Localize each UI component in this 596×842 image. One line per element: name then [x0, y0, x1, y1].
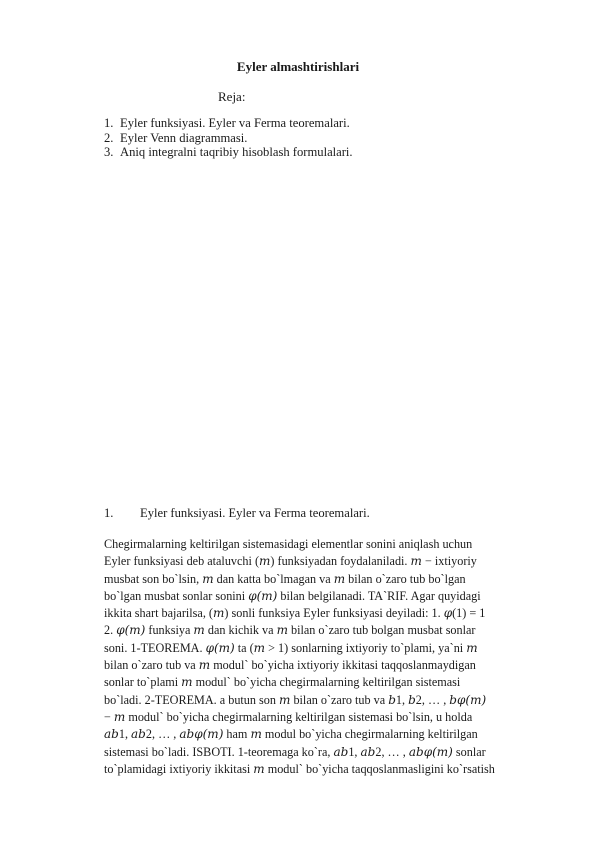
- math-symbol: φ: [443, 606, 453, 621]
- text-run: ham: [223, 727, 251, 742]
- text-run: bilan o`zaro tub bo`lgan: [345, 571, 466, 586]
- text-run: bo`lgan musbat sonlar sonini: [104, 588, 249, 603]
- math-symbol: abφ(m): [179, 727, 224, 742]
- text-run: ) funksiyadan foydalaniladi.: [270, 554, 411, 569]
- text-run: modul` bo`yicha ixtiyoriy ikkitasi taqqoslanmaydigan: [210, 658, 476, 673]
- text-run: −: [104, 709, 114, 724]
- math-symbol: bφ(m): [449, 692, 487, 707]
- paragraph-line: [104, 622, 496, 639]
- math-symbol: m: [250, 727, 262, 742]
- math-symbol: m: [333, 571, 346, 586]
- text-run: sistemasi bo`ladi. ISBOTI. 1-teoremaga ko`ra,: [104, 744, 334, 759]
- section-number: 1.: [104, 506, 114, 520]
- plan-item-text: Eyler funksiyasi. Eyler va Ferma teoremalari.: [120, 116, 350, 130]
- text-run: 2.: [104, 623, 117, 638]
- paragraph-line: [104, 588, 496, 605]
- text-run: bilan o`zaro tub bolgan musbat sonlar: [287, 623, 476, 638]
- text-run: ) sonli funksiya Eyler funksiyasi deyiladi: 1.: [224, 606, 444, 621]
- math-symbol: m: [253, 640, 266, 655]
- text-run: modul` bo`yicha chegirmalarning keltirilgan sistemasi: [192, 675, 461, 690]
- text-run: 1,: [395, 692, 409, 707]
- text-run: modul bo`yicha chegirmalarning keltirilgan: [261, 727, 478, 742]
- text-run: ta (: [234, 640, 254, 655]
- math-symbol: m: [466, 640, 478, 655]
- text-run: 2, … ,: [415, 692, 450, 707]
- text-run: 2, … ,: [375, 744, 409, 759]
- plan-item: [104, 116, 353, 131]
- plan-item-number: 1.: [104, 116, 114, 130]
- math-symbol: m: [410, 554, 422, 569]
- text-run: bilan o`zaro tub va: [104, 658, 199, 673]
- text-run: > 1) sonlarning ixtiyoriy to`plami, ya`ni: [265, 640, 467, 655]
- text-run: Chegirmalarning keltirilgan sistemasidagi elementlar sonini aniqlash uchun: [104, 537, 473, 551]
- math-symbol: m: [198, 658, 211, 673]
- paragraph-line: [104, 553, 496, 570]
- paragraph-line: [104, 674, 496, 691]
- plan-item: [104, 145, 353, 160]
- text-run: 1,: [118, 727, 132, 742]
- math-symbol: m: [253, 761, 265, 776]
- math-symbol: ab: [333, 744, 349, 759]
- math-symbol: m: [212, 606, 225, 621]
- document-title: Eyler almashtirishlari: [236, 59, 360, 74]
- section-title: Eyler funksiyasi. Eyler va Ferma teoremalari.: [140, 506, 370, 520]
- paragraph-line: [104, 692, 496, 709]
- math-symbol: ab: [104, 727, 119, 742]
- text-run: to`plamidagi ixtiyoriy ikkitasi: [104, 761, 254, 776]
- math-symbol: b: [388, 692, 396, 707]
- paragraph-line: [104, 744, 496, 761]
- text-run: soni. 1-TEOREMA.: [104, 640, 206, 655]
- text-run: Eyler funksiyasi deb ataluvchi (: [104, 554, 260, 569]
- math-symbol: ab: [360, 744, 376, 759]
- paragraph-line: [104, 536, 496, 553]
- math-symbol: m: [181, 675, 193, 690]
- text-run: sonlar to`plami: [104, 675, 182, 690]
- text-run: bo`ladi. 2-TEOREMA. a butun son: [104, 692, 280, 707]
- paragraph-line: [104, 761, 496, 778]
- plan-item-text: Aniq integralni taqribiy hisoblash formulalari.: [120, 145, 353, 159]
- text-run: modul` bo`yicha taqqoslanmasligini ko`rsatish: [264, 761, 495, 776]
- math-symbol: abφ(m): [408, 744, 453, 759]
- math-symbol: m: [113, 709, 126, 724]
- plan-list: [104, 116, 353, 160]
- paragraph-line: [104, 726, 496, 743]
- math-symbol: m: [202, 571, 214, 586]
- math-symbol: φ(m): [205, 640, 235, 655]
- text-run: − ixtiyoriy: [421, 554, 477, 569]
- text-run: bilan o`zaro tub va: [290, 692, 389, 707]
- paragraph-line: [104, 571, 496, 588]
- math-symbol: b: [408, 692, 416, 707]
- plan-item-number: 2.: [104, 130, 114, 145]
- paragraph-line: [104, 709, 496, 726]
- text-run: modul` bo`yicha chegirmalarning keltirilgan sistemasi bo`lsin, u holda: [125, 709, 473, 724]
- text-run: (1) = 1: [452, 606, 486, 621]
- math-symbol: φ(m): [116, 623, 146, 638]
- math-symbol: m: [279, 692, 291, 707]
- paragraph-line: [104, 605, 496, 622]
- math-symbol: m: [276, 623, 288, 638]
- text-run: funksiya: [145, 623, 194, 638]
- text-run: dan katta bo`lmagan va: [213, 571, 334, 586]
- text-run: 1,: [348, 744, 361, 759]
- math-symbol: φ(m): [248, 588, 278, 603]
- text-run: sonlar: [452, 744, 486, 759]
- text-run: musbat son bo`lsin,: [104, 571, 203, 586]
- plan-item-number: 3.: [104, 145, 114, 159]
- paragraph-line: [104, 657, 496, 674]
- plan-item: [104, 131, 353, 146]
- text-run: 2, … ,: [145, 727, 180, 742]
- text-run: bilan belgilanadi. TA`RIF. Agar quyidagi: [277, 588, 481, 603]
- math-symbol: m: [193, 623, 205, 638]
- plan-label: Reja:: [218, 89, 246, 104]
- body-paragraph: [104, 536, 496, 778]
- math-symbol: ab: [131, 727, 146, 742]
- text-run: dan kichik va: [204, 623, 277, 638]
- section-heading: [104, 506, 370, 521]
- text-run: ikkita shart bajarilsa, (: [104, 606, 213, 621]
- math-symbol: m: [259, 554, 271, 569]
- plan-item-text: Eyler Venn diagrammasi.: [120, 130, 248, 145]
- paragraph-line: [104, 640, 496, 657]
